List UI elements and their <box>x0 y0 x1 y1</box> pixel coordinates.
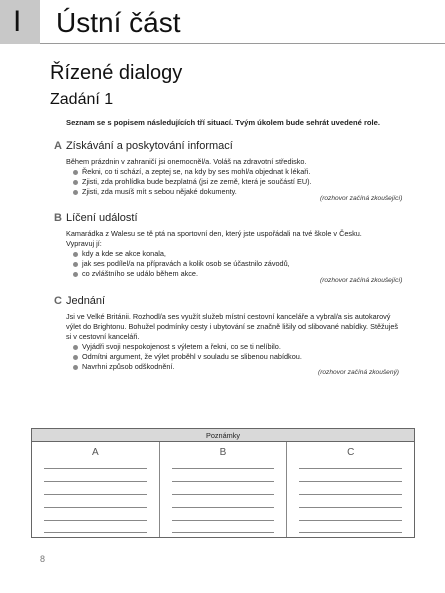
writing-line <box>172 532 275 533</box>
writing-line <box>299 468 402 469</box>
writing-line <box>172 507 275 508</box>
notes-title: Poznámky <box>32 429 414 442</box>
situation-a-list <box>72 167 414 197</box>
writing-line <box>172 481 275 482</box>
writing-line <box>299 520 402 521</box>
list-item: Navrhni způsob odškodnění. <box>72 362 414 372</box>
writing-line <box>44 468 147 469</box>
situation-b-body <box>66 229 414 279</box>
chapter-header <box>0 0 445 44</box>
situation-a-body <box>66 157 414 197</box>
writing-line <box>44 532 147 533</box>
situation-b-letter: B <box>54 212 62 224</box>
list-item: co zvláštního se událo během akce. <box>72 269 414 279</box>
writing-line <box>44 481 147 482</box>
notes-column-label: B <box>219 447 227 458</box>
situation-a-note: (rozhovor začíná zkoušející) <box>320 195 403 202</box>
situation-c <box>54 294 414 372</box>
notes-box <box>31 428 415 538</box>
list-item: Odmítni argument, že výlet proběhl v souladu se slibenou nabídkou. <box>72 352 414 362</box>
situation-b-heading <box>54 211 414 225</box>
situation-a-lead: Během prázdnin v zahraničí jsi onemocněl/a. Voláš na zdravotní středisko. <box>66 157 307 166</box>
situation-c-lead-line: výlet do Brightonu. Bohužel podmínky cesty i ubytování se značně lišily od slibované nabídky. Stěžuješ <box>66 322 399 331</box>
writing-line <box>44 494 147 495</box>
situation-c-lead-line: si v cestovní kanceláři. <box>66 332 140 341</box>
situation-a-letter: A <box>54 140 62 152</box>
list-item: kdy a kde se akce konala, <box>72 249 414 259</box>
list-item: Řekni, co ti schází, a zeptej se, na kdy by ses mohl/a objednat k lékaři. <box>72 167 414 177</box>
situation-b-title: Líčení událostí <box>65 212 138 224</box>
section-title: Řízené dialogy <box>50 62 183 84</box>
list-item: Zjisti, zda musíš mít s sebou nějaké dokumenty. <box>72 187 414 197</box>
situation-b <box>54 211 414 279</box>
writing-line <box>299 532 402 533</box>
situation-c-heading <box>54 294 414 308</box>
notes-columns <box>32 442 414 537</box>
situation-b-lead: Kamarádka z Walesu se tě ptá na sportovní den, který jste uspořádali na tvé škole v Česku. <box>66 229 362 238</box>
writing-line <box>172 468 275 469</box>
task-title: Zadání 1 <box>50 91 114 108</box>
writing-line <box>44 507 147 508</box>
notes-column-b <box>160 442 288 537</box>
situation-c-lead-line: Jsi ve Velké Británii. Rozhodl/a ses využít služeb místní cestovní kanceláře a vybral/a sis autokarový <box>66 312 391 321</box>
notes-column-label: C <box>347 447 355 458</box>
situation-c-letter: C <box>54 295 62 307</box>
list-item: Vyjádři svoji nespokojenost s výletem a řekni, co se ti nelíbilo. <box>72 342 414 352</box>
page-number: 8 <box>40 554 46 564</box>
chapter-tab <box>0 0 40 44</box>
situation-c-body <box>66 312 414 372</box>
list-item: Zjisti, zda prohlídka bude bezplatná (jsi ze země, která je součástí EU). <box>72 177 414 187</box>
writing-line <box>44 520 147 521</box>
situation-a-title: Získávání a poskytování informací <box>65 140 233 152</box>
situation-c-list <box>72 342 414 372</box>
writing-line <box>172 494 275 495</box>
list-item: jak ses podílel/a na přípravách a kolik osob se účastnilo závodů, <box>72 259 414 269</box>
chapter-title: Ústní část <box>56 7 181 38</box>
writing-line <box>172 520 275 521</box>
situation-b-note: (rozhovor začíná zkoušející) <box>320 277 403 284</box>
situation-b-lead2: Vypravuj jí: <box>66 239 102 248</box>
situation-a <box>54 139 414 197</box>
situation-a-heading <box>54 139 414 153</box>
writing-line <box>299 494 402 495</box>
writing-line <box>299 481 402 482</box>
writing-line <box>299 507 402 508</box>
notes-column-c <box>287 442 414 537</box>
task-instructions: Seznam se s popisem následujících tří situací. Tvým úkolem bude sehrát uvedené role. <box>66 118 380 127</box>
situation-c-note: (rozhovor začíná zkoušený) <box>318 369 399 376</box>
notes-column-a <box>32 442 160 537</box>
situation-b-list <box>72 249 414 279</box>
notes-column-label: A <box>92 447 99 458</box>
situation-c-title: Jednání <box>65 295 106 307</box>
chapter-numeral: I <box>13 5 22 38</box>
